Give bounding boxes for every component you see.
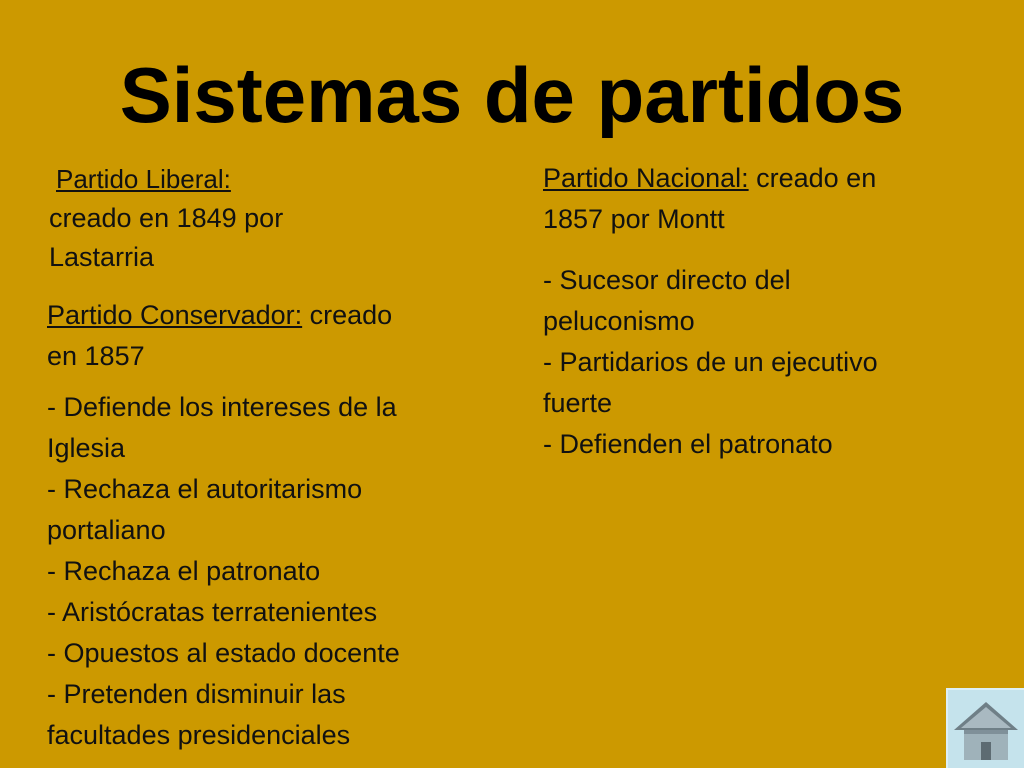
list-item: - Partidarios de un ejecutivo <box>543 347 878 377</box>
partido-conservador-label: Partido Conservador: <box>47 300 303 330</box>
partido-conservador-intro <box>47 295 517 336</box>
page-title: Sistemas de partidos <box>119 51 905 139</box>
list-item: - Pretenden disminuir las <box>47 679 346 709</box>
list-item: Iglesia <box>47 433 126 463</box>
text-line: creado en 1849 por <box>49 203 284 233</box>
list-item: - Rechaza el autoritarismo <box>47 474 363 504</box>
intro-text: creado <box>302 300 393 330</box>
list-item: portaliano <box>47 515 166 545</box>
list-item: - Defiende los intereses de la <box>47 392 397 422</box>
home-icon <box>948 690 1024 768</box>
home-button[interactable] <box>946 688 1024 768</box>
partido-conservador-block <box>47 295 517 756</box>
list-item: facultades presidenciales <box>47 720 351 750</box>
intro-text: creado en <box>748 163 877 193</box>
list-item: - Aristócratas terratenientes <box>47 597 378 627</box>
list-item: - Rechaza el patronato <box>47 556 321 586</box>
partido-liberal-block <box>49 160 369 277</box>
text-line: en 1857 <box>47 341 145 371</box>
partido-liberal-label: Partido Liberal: <box>56 164 231 194</box>
partido-nacional-block <box>543 158 993 465</box>
partido-nacional-label: Partido Nacional: <box>543 163 749 193</box>
nacional-list <box>543 260 993 465</box>
partido-nacional-intro <box>543 158 993 199</box>
list-item: fuerte <box>543 388 613 418</box>
list-item: peluconismo <box>543 306 695 336</box>
text-line: Lastarria <box>49 242 155 272</box>
conservador-list <box>47 387 517 756</box>
text-line: 1857 por Montt <box>543 204 725 234</box>
list-item: - Sucesor directo del <box>543 265 791 295</box>
list-item: - Opuestos al estado docente <box>47 638 400 668</box>
list-item: - Defienden el patronato <box>543 429 833 459</box>
